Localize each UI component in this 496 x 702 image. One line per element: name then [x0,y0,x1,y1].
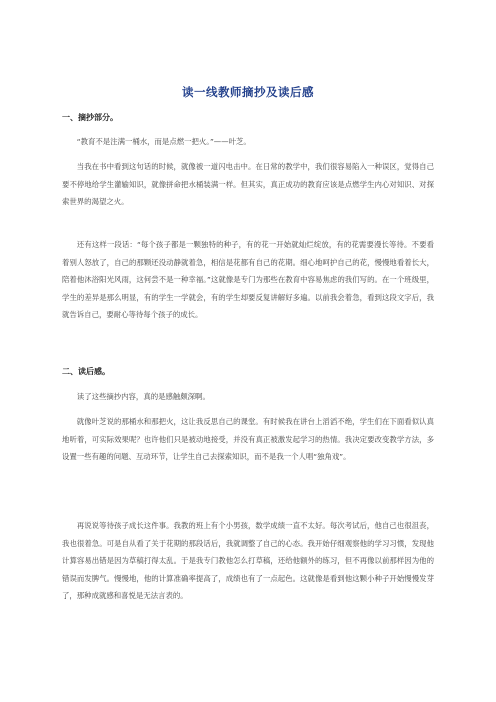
paragraph-reflection-1: 读了这些摘抄内容，真的是感触颇深啊。 [76,392,210,401]
paragraph-quote: “教育不是注满一桶水，而是点燃一把火。”——叶芝。 [76,137,251,146]
paragraph-excerpt-2: 还有这样一段话：“每个孩子都是一颗独特的种子，有的花一开始就灿烂绽放，有的花需要漫长等待。不要看着别人怒放了，自己的那颗还没动静就着急，相信是花都有自己的花期。细心地呵护自己的花，慢慢地看着长大，陪着他沐浴阳光风雨，这何尝不是一种幸福。”这就像是专门为那些在教育中容易焦虑的我们写的。在一个班级里，学生的差异是那么明显，有的学生一学就会，有的学生却要反复讲解好多遍。以前我会着急，看到这段文字后，我就告诉自己，要耐心等待每个孩子的成长。 [62,240,434,319]
paragraph-reflection-2: 就像叶芝说的那桶水和那把火，这让我反思自己的课堂。有时候我在讲台上滔滔不绝，学生们在下面看似认真地听着，可实际效果呢？也许他们只是被动地接受，并没有真正被激发起学习的热情。我决定要改变教学方法，多设置一些有趣的问题、互动环节，让学生自己去探索知识，而不是我一个人唱“独角戏”。 [62,417,434,461]
paragraph-excerpt-1: 当我在书中看到这句话的时候，就像被一道闪电击中。在日常的教学中，我们很容易陷入一种误区，觉得自己要不停地给学生灌输知识，就像拼命把水桶装满一样。但其实，真正成功的教育应该是点燃学生内心对知识、对探索世界的渴望之火。 [62,162,434,206]
section-heading-excerpts: 一、摘抄部分。 [62,113,118,122]
section-heading-reflection: 二、读后感。 [62,367,110,376]
document-title: 读一线教师摘抄及读后感 [182,85,314,99]
paragraph-reflection-3: 再说说等待孩子成长这件事。我教的班上有个小男孩，数学成绩一直不太好。每次考试后，他自己也很沮丧，我也很着急。可是自从看了关于花期的那段话后，我就调整了自己的心态。我开始仔细观察他的学习习惯，发现他计算容易出错是因为草稿打得太乱。于是我专门教他怎么打草稿，还给他额外的练习，但不再像以前那样因为他的错误而发脾气。慢慢地，他的计算准确率提高了，成绩也有了一点起色。这就像是看到他这颗小种子开始慢慢发芽了，那种成就感和喜悦是无法言表的。 [62,521,434,600]
